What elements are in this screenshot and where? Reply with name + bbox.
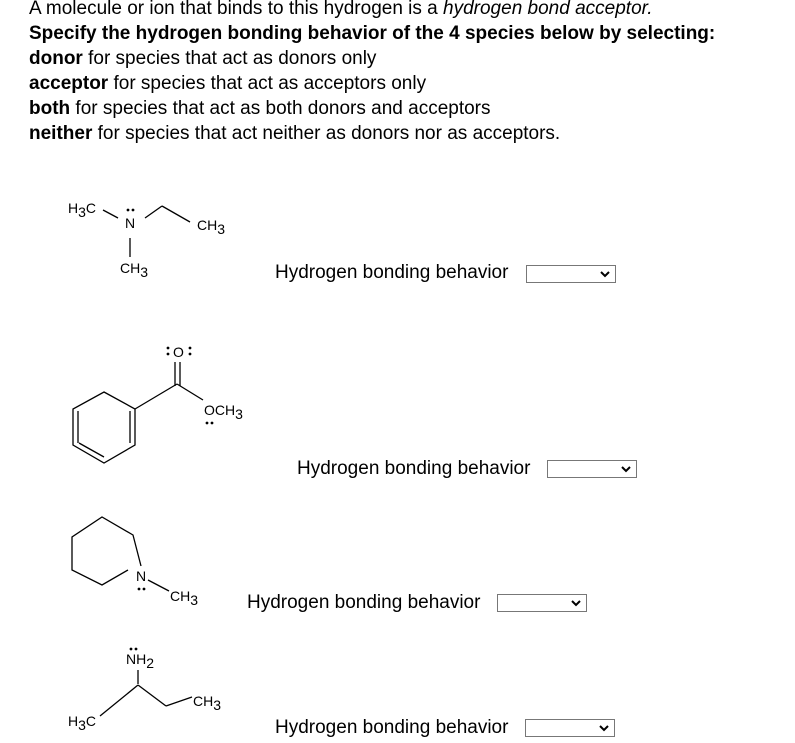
option-both: both — [29, 98, 71, 119]
atom-ch3-chain: CH3 — [197, 217, 226, 237]
option-neither: neither — [29, 123, 93, 144]
chevron-down-icon — [600, 267, 610, 281]
atom-ch3-n: CH3 — [170, 588, 199, 608]
bonding-label-4: Hydrogen bonding behavior — [275, 717, 509, 738]
atom-oxygen: O — [173, 344, 184, 360]
chevron-down-icon — [599, 721, 609, 735]
atom-ch3-n: CH3 — [120, 260, 149, 280]
atom-nh2: NH2 — [126, 651, 155, 671]
bonding-label-3: Hydrogen bonding behavior — [247, 592, 481, 613]
option-acceptor-desc: for species that act as acceptors only — [108, 73, 427, 94]
bonding-select-3[interactable] — [497, 594, 587, 612]
task-heading: Specify the hydrogen bonding behavior of the 4 species below by selecting: — [29, 23, 716, 44]
chevron-down-icon — [621, 462, 631, 476]
bonding-select-4[interactable] — [525, 719, 615, 737]
atom-nitrogen: N — [125, 215, 136, 231]
chevron-down-icon — [571, 596, 581, 610]
option-donor: donor — [29, 48, 83, 69]
bonding-select-1[interactable] — [526, 265, 616, 283]
atom-och3: OCH3 — [204, 402, 243, 422]
atom-nitrogen-ring: N — [136, 568, 147, 584]
option-donor-desc: for species that act as donors only — [82, 48, 377, 69]
atom-h3c: H3C — [68, 713, 97, 733]
bonding-label-2: Hydrogen bonding behavior — [297, 458, 531, 479]
bonding-label-1: Hydrogen bonding behavior — [275, 262, 509, 283]
atom-h3c: H3C — [68, 200, 97, 220]
intro-text: A molecule or ion that binds to this hydrogen is a — [29, 0, 444, 19]
intro-italic-text: hydrogen bond acceptor. — [443, 0, 653, 19]
option-both-desc: for species that act as both donors and acceptors — [70, 98, 491, 119]
option-neither-desc: for species that act neither as donors nor as acceptors. — [92, 123, 561, 144]
bonding-select-2[interactable] — [547, 460, 637, 478]
option-acceptor: acceptor — [29, 73, 109, 94]
atom-ch3-chain: CH3 — [193, 693, 222, 713]
